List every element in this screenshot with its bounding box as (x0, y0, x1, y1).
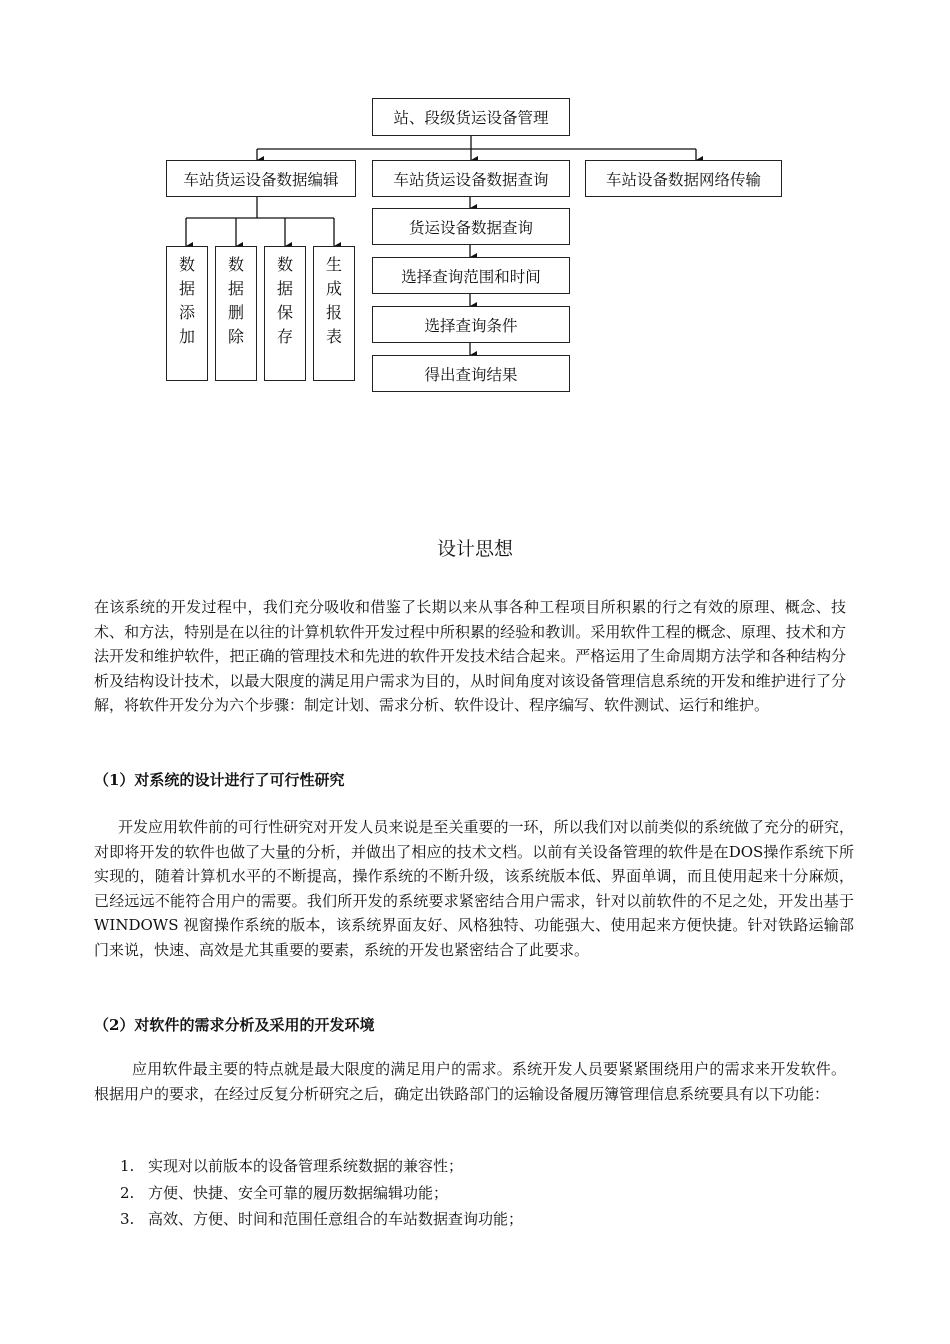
char: 数 (178, 255, 195, 274)
root-node: 站、段级货运设备管理 (372, 98, 570, 136)
char: 据 (178, 279, 195, 298)
feasibility-paragraph: 开发应用软件前的可行性研究对开发人员来说是至关重要的一环，所以我们对以前类似的系统做了充分的研究，对即将开发的软件也做了大量的分析，并做出了相应的技术文档。以前有关设备管理的软件是在DOS操作系统下所实现的，随着计算机水平的不断提高，操作系统的不断升级，该系统版本低、界面单调，而且使用起来十分麻烦，已经远远不能符合用户的需要。我们所开发的系统要求紧密结合用户需求，针对以前软件的不足之处，开发出基于WINDOWS 视窗操作系统的版本，该系统界面友好、风格独特、功能强大、使用起来方便快捷。针对铁路运输部门来说，快速、高效是尤其重要的要素，系统的开发也紧密结合了此要求。 (94, 818, 854, 959)
char: 添 (178, 303, 195, 322)
edit-child-save (264, 246, 306, 381)
query-step-2: 选择查询范围和时间 (372, 257, 570, 294)
char: 删 (227, 303, 244, 322)
edit-child-delete (215, 246, 257, 381)
feature-list (120, 1153, 523, 1233)
heading-feasibility: （1）对系统的设计进行了可行性研究 (94, 771, 345, 789)
list-item (120, 1206, 523, 1233)
list-number: 3. (120, 1210, 135, 1228)
char: 存 (276, 327, 293, 346)
char: 表 (325, 327, 342, 346)
list-item (120, 1180, 523, 1207)
edit-child-report (313, 246, 355, 381)
list-item (120, 1153, 523, 1180)
char: 生 (325, 255, 342, 274)
list-text: 实现对以前版本的设备管理系统数据的兼容性； (148, 1157, 464, 1175)
query-step-1: 货运设备数据查询 (372, 208, 570, 245)
char: 成 (325, 279, 342, 298)
list-text: 方便、快捷、安全可靠的履历数据编辑功能； (148, 1183, 449, 1202)
char: 保 (276, 303, 293, 322)
query-step-4: 得出查询结果 (372, 355, 570, 392)
char: 数 (276, 255, 293, 274)
char: 报 (325, 303, 342, 322)
char: 据 (227, 279, 244, 298)
section-title: 设计思想 (436, 538, 513, 560)
edit-child-add (166, 246, 208, 381)
branch-query-node: 车站货运设备数据查询 (372, 160, 570, 197)
requirements-paragraph: 应用软件最主要的特点就是最大限度的满足用户的需求。系统开发人员要紧紧围绕用户的需求来开发软件。根据用户的要求，在经过反复分析研究之后，确定出铁路部门的运输设备履历簿管理信息系统要具有以下功能： (94, 1060, 846, 1103)
intro-paragraph: 在该系统的开发过程中，我们充分吸收和借鉴了长期以来从事各种工程项目所积累的行之有效的原理、概念、技术、和方法，特别是在以往的计算机软件开发过程中所积累的经验和教训。采用软件工程的概念、原理、技术和方法开发和维护软件，把正确的管理技术和先进的软件开发技术结合起来。严格运用了生命周期方法学和各种结构分析及结构设计技术，以最大限度的满足用户需求为目的，从时间角度对该设备管理信息系统的开发和维护进行了分解，将软件开发分为六个步骤：制定计划、需求分析、软件设计、程序编写、软件测试、运行和维护。 (94, 598, 846, 714)
char: 除 (227, 327, 244, 346)
query-step-3: 选择查询条件 (372, 306, 570, 343)
list-number: 2. (120, 1183, 135, 1202)
list-number: 1. (120, 1157, 135, 1175)
branch-edit-node: 车站货运设备数据编辑 (166, 160, 356, 197)
branch-network-node: 车站设备数据网络传输 (585, 160, 782, 197)
char: 据 (276, 279, 293, 298)
char: 加 (178, 327, 195, 346)
char: 数 (227, 255, 244, 274)
list-text: 高效、方便、时间和范围任意组合的车站数据查询功能； (148, 1210, 524, 1228)
heading-requirements: （2）对软件的需求分析及采用的开发环境 (94, 1016, 375, 1034)
